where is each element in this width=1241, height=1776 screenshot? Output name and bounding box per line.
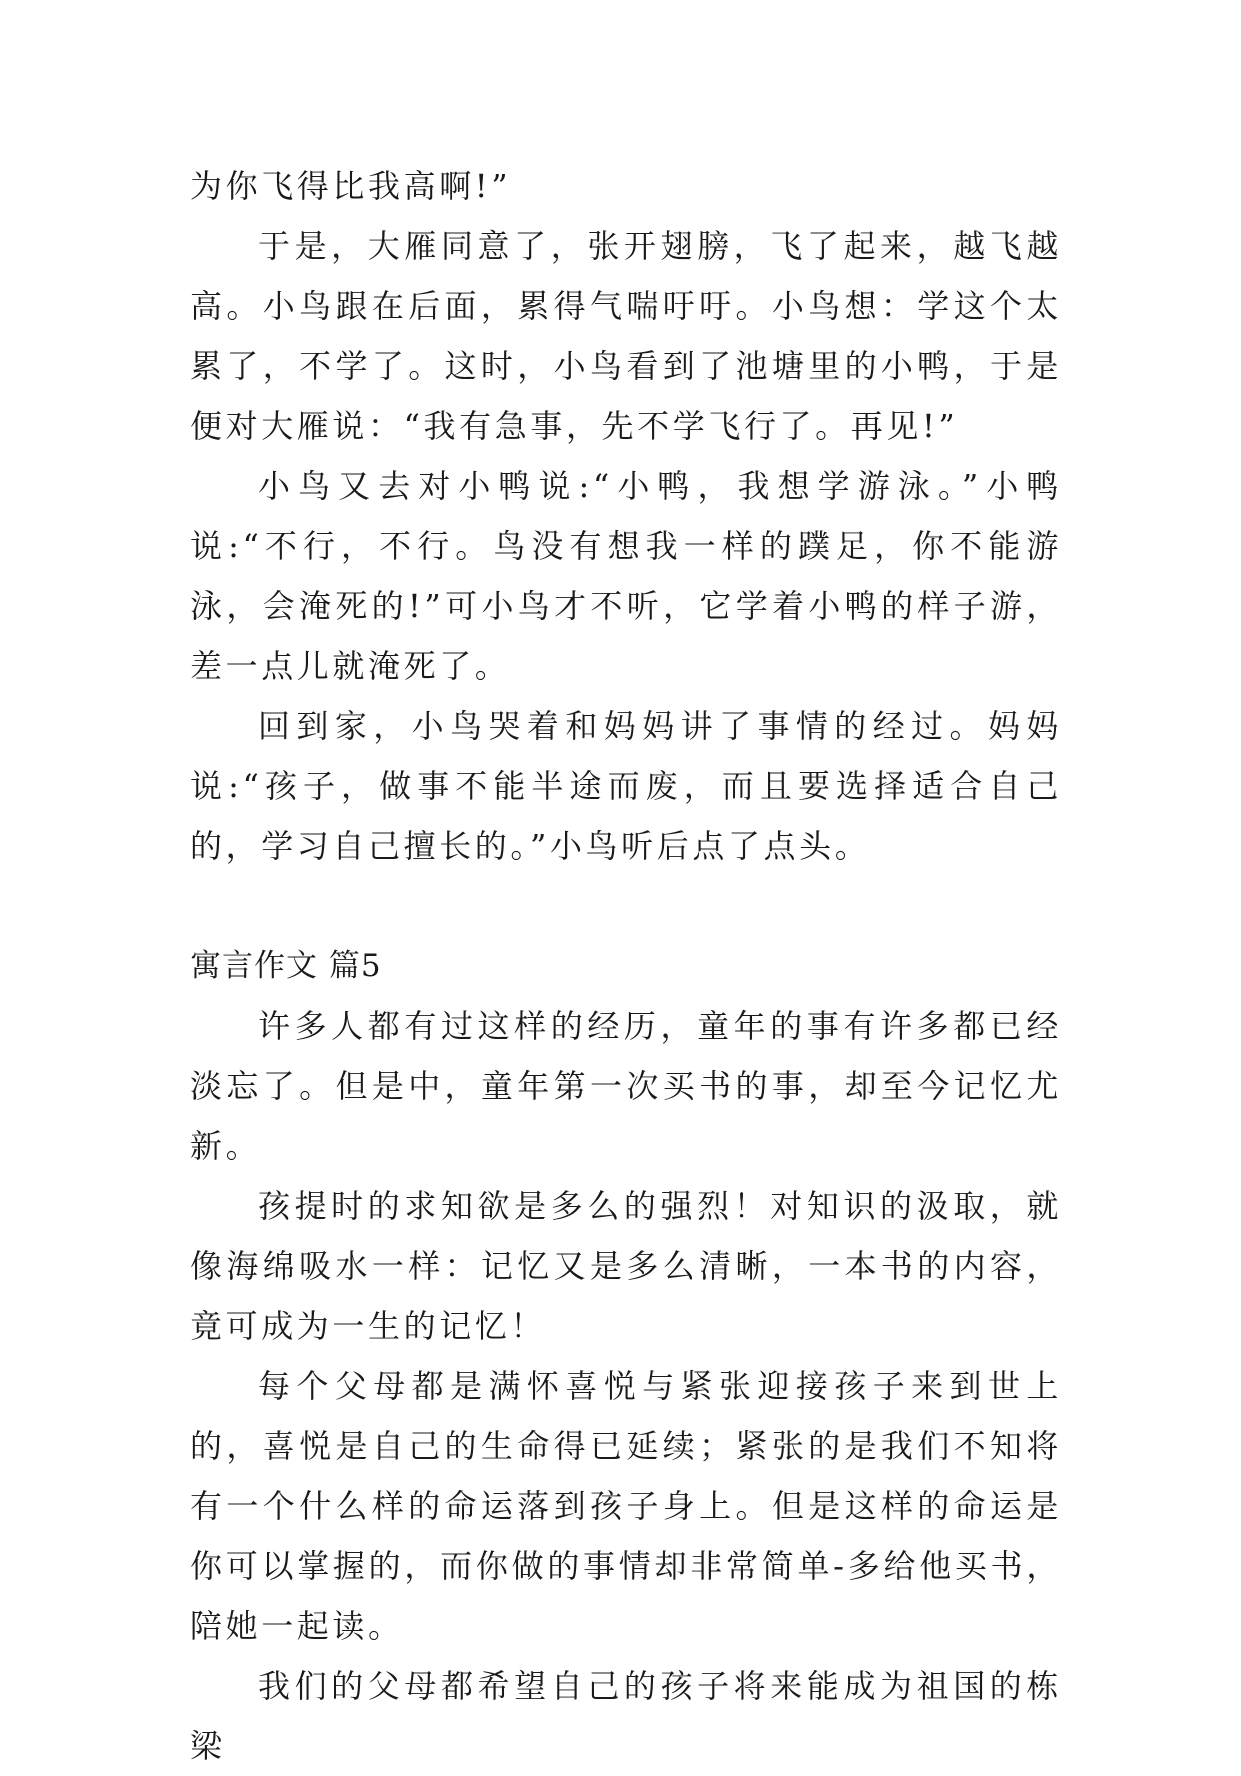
paragraph-pillars: 我们的父母都希望自己的孩子将来能成为祖国的栋梁 <box>190 1667 1062 1765</box>
paragraph-thirst-knowledge: 孩提时的求知欲是多么的强烈！对知识的汲取，就像海绵吸水一样：记忆又是多么清晰，一本书的内容，竟可成为一生的记忆！ <box>190 1187 1062 1345</box>
paragraph-childhood-memory: 许多人都有过这样的经历，童年的事有许多都已经淡忘了。但是中，童年第一次买书的事，却至今记忆尤新。 <box>190 1007 1062 1165</box>
document-body <box>190 156 1062 1776</box>
paragraph-geese-agree: 于是，大雁同意了，张开翅膀，飞了起来，越飞越高。小鸟跟在后面，累得气喘吁吁。小鸟想：学这个太累了，不学了。这时，小鸟看到了池塘里的小鸭，于是便对大雁说：“我有急事，先不学飞行了。再见!” <box>190 227 1062 445</box>
paragraph-mother-advice: 回到家，小鸟哭着和妈妈讲了事情的经过。妈妈说:“孩子，做事不能半途而废，而且要选择适合自己的，学习自己擅长的。”小鸟听后点了点头。 <box>190 707 1062 865</box>
paragraph-parents-hope: 每个父母都是满怀喜悦与紧张迎接孩子来到世上的，喜悦是自己的生命得已延续；紧张的是我们不知将有一个什么样的命运落到孩子身上。但是这样的命运是你可以掌握的，而你做的事情却非常简单-多给他买书，陪她一起读。 <box>190 1367 1062 1645</box>
paragraph-duck-swim: 小鸟又去对小鸭说:“小鸭，我想学游泳。”小鸭说:“不行，不行。鸟没有想我一样的蹼足，你不能游泳，会淹死的!”可小鸟才不听，它学着小鸭的样子游，差一点儿就淹死了。 <box>190 467 1062 685</box>
paragraph-continuation: 为你飞得比我高啊!” <box>190 167 512 205</box>
section-heading: 寓言作文 篇5 <box>190 948 382 984</box>
